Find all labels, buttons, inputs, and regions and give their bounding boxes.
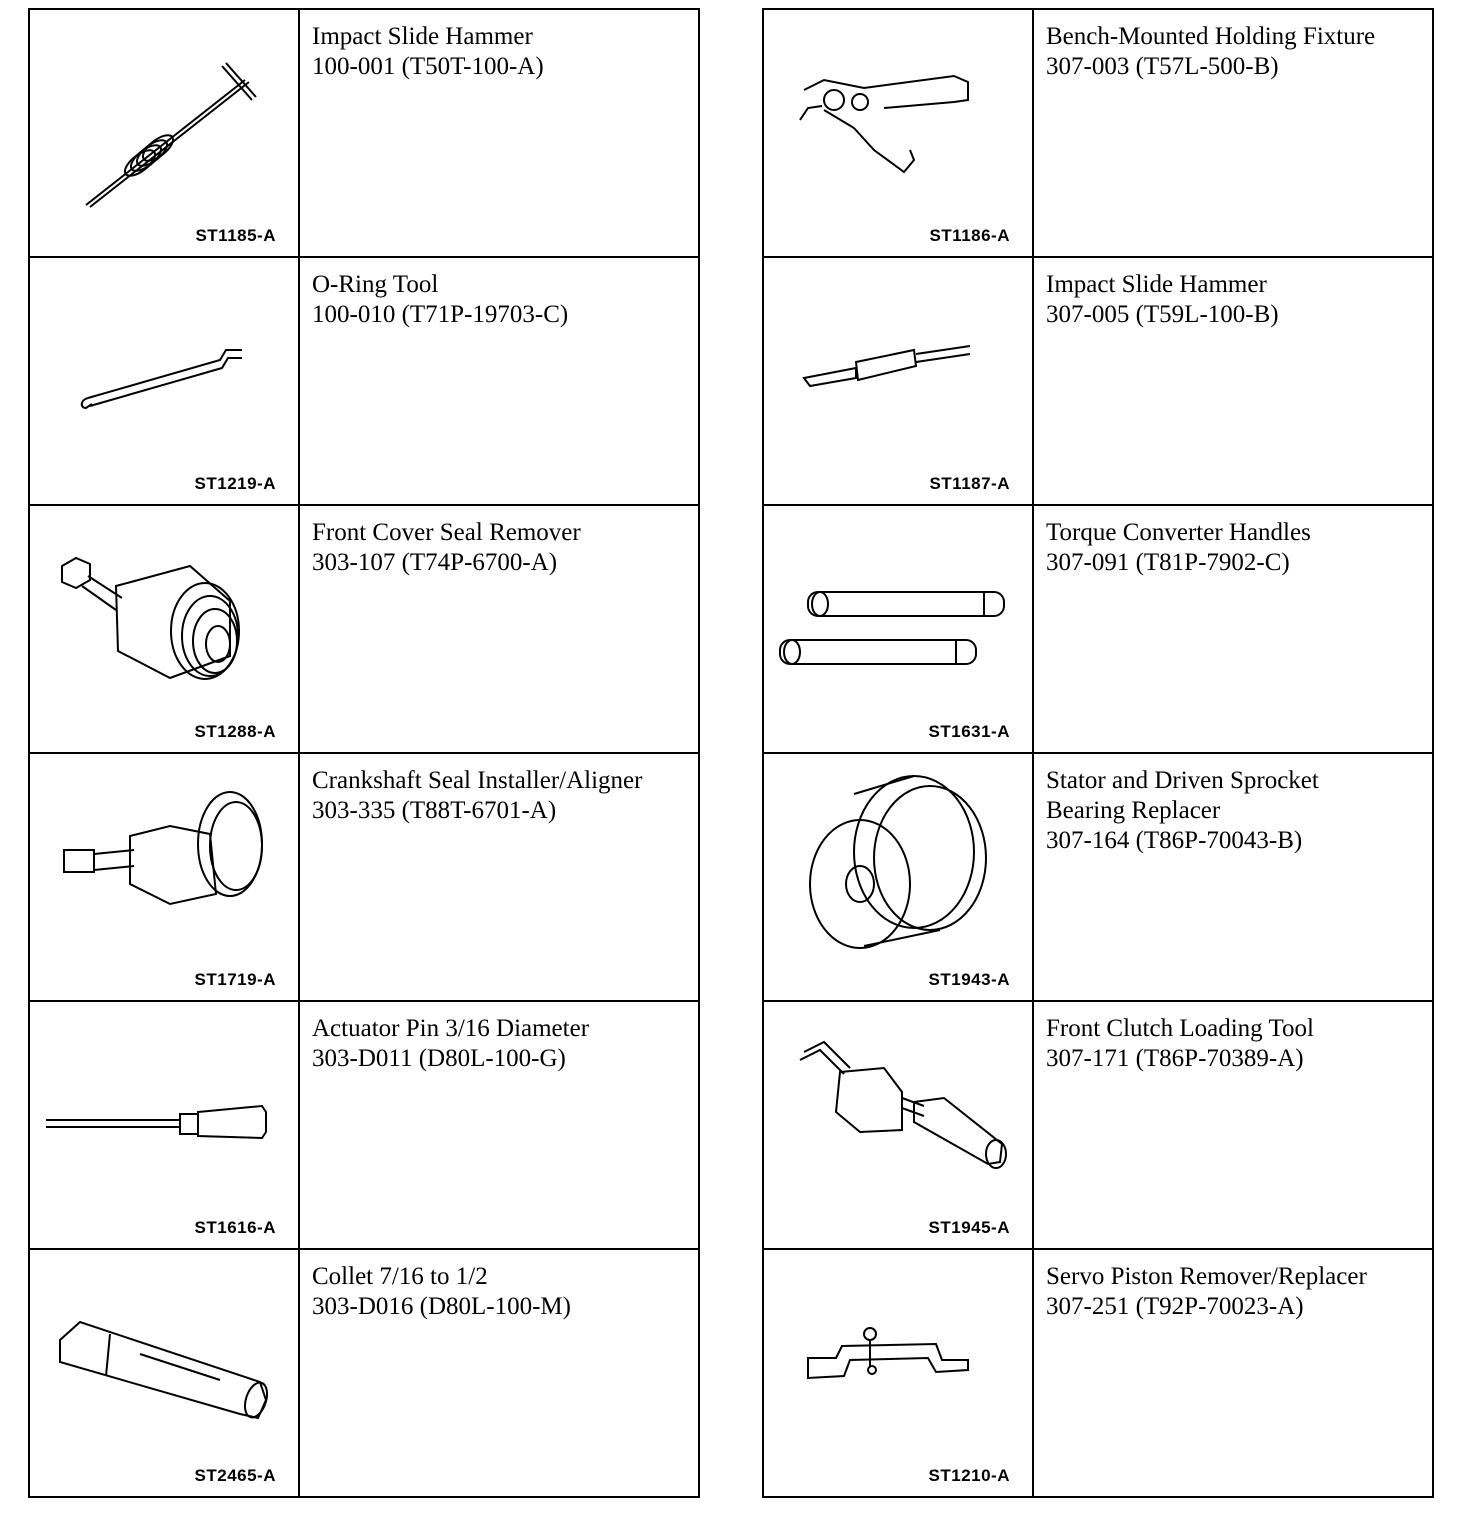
sprocket-bearing-replacer-illustration — [764, 754, 1034, 1002]
tool-number: 307-171 (T86P-70389-A) — [1046, 1045, 1304, 1072]
tool-illustration-cell — [763, 1249, 1033, 1497]
table-row — [29, 753, 699, 1001]
tool-name: Front Clutch Loading Tool — [1046, 1015, 1314, 1042]
table-row — [763, 1249, 1433, 1497]
front-cover-seal-remover-illustration — [30, 506, 300, 754]
slide-hammer-illustration — [30, 10, 300, 258]
tool-name: Torque Converter Handles — [1046, 519, 1311, 546]
table-row — [29, 1249, 699, 1497]
figure-id: ST1186-A — [929, 226, 1010, 245]
o-ring-tool-illustration — [30, 258, 300, 506]
figure-id: ST1288-A — [194, 722, 276, 741]
figure-id: ST1210-A — [928, 1466, 1010, 1485]
tool-illustration-cell — [29, 753, 299, 1001]
tool-illustration-cell — [763, 753, 1033, 1001]
tool-description-cell — [299, 257, 699, 505]
tool-number: 100-001 (T50T-100-A) — [312, 53, 544, 80]
torque-converter-handles-illustration — [764, 506, 1034, 754]
tool-illustration-cell — [29, 257, 299, 505]
table-row — [763, 505, 1433, 753]
tool-illustration-cell — [763, 1001, 1033, 1249]
figure-id: ST1187-A — [929, 474, 1010, 493]
holding-fixture-illustration — [764, 10, 1034, 258]
tool-description-cell — [299, 9, 699, 257]
tools-table-right — [762, 8, 1434, 1498]
figure-id: ST1945-A — [928, 1218, 1010, 1237]
tool-name: Servo Piston Remover/Replacer — [1046, 1263, 1367, 1290]
tool-name: Front Cover Seal Remover — [312, 519, 581, 546]
tool-number: 100-010 (T71P-19703-C) — [312, 301, 569, 328]
tool-name: Impact Slide Hammer — [1046, 271, 1267, 298]
table-row — [29, 1001, 699, 1249]
figure-id: ST1616-A — [194, 1218, 276, 1237]
tool-number: 303-D011 (D80L-100-G) — [312, 1045, 566, 1072]
tool-description-cell — [1033, 9, 1433, 257]
figure-id: ST1631-A — [928, 722, 1010, 741]
tool-name: Crankshaft Seal Installer/Aligner — [312, 767, 643, 794]
tool-illustration-cell — [29, 1249, 299, 1497]
tool-number: 303-107 (T74P-6700-A) — [312, 549, 558, 576]
tool-name: Impact Slide Hammer — [312, 23, 533, 50]
table-row — [763, 753, 1433, 1001]
figure-id: ST1719-A — [194, 970, 276, 989]
tool-number: 307-003 (T57L-500-B) — [1046, 53, 1279, 80]
table-row — [29, 257, 699, 505]
front-clutch-loading-tool-illustration — [764, 1002, 1034, 1250]
tool-illustration-cell — [763, 257, 1033, 505]
tool-name: Collet 7/16 to 1/2 — [312, 1263, 488, 1290]
tool-description-cell — [1033, 753, 1433, 1001]
tool-description-cell — [1033, 1249, 1433, 1497]
table-row — [29, 505, 699, 753]
tool-description-cell — [1033, 1001, 1433, 1249]
crankshaft-seal-installer-illustration — [30, 754, 300, 1002]
tool-description-cell — [299, 1001, 699, 1249]
table-row — [29, 9, 699, 257]
tool-number: 307-164 (T86P-70043-B) — [1046, 827, 1303, 854]
tool-name-line2: Bearing Replacer — [1046, 797, 1221, 824]
actuator-pin-illustration — [30, 1002, 300, 1250]
tool-name: Stator and Driven Sprocket — [1046, 767, 1319, 794]
figure-id: ST1943-A — [928, 970, 1010, 989]
tool-description-cell — [299, 1249, 699, 1497]
tool-illustration-cell — [29, 9, 299, 257]
table-row — [763, 1001, 1433, 1249]
slide-hammer-illustration — [764, 258, 1034, 506]
tool-number: 307-091 (T81P-7902-C) — [1046, 549, 1290, 576]
tool-description-cell — [1033, 505, 1433, 753]
tool-illustration-cell — [29, 1001, 299, 1249]
figure-id: ST1219-A — [194, 474, 276, 493]
tool-number: 307-251 (T92P-70023-A) — [1046, 1293, 1304, 1320]
tool-number: 303-D016 (D80L-100-M) — [312, 1293, 571, 1320]
tool-description-cell — [299, 505, 699, 753]
tool-description-cell — [299, 753, 699, 1001]
tool-name: Bench-Mounted Holding Fixture — [1046, 23, 1376, 50]
servo-piston-remover-illustration — [764, 1250, 1034, 1498]
tool-name: O-Ring Tool — [312, 271, 439, 298]
tool-illustration-cell — [763, 9, 1033, 257]
figure-id: ST2465-A — [194, 1466, 276, 1485]
tools-table-left — [28, 8, 700, 1498]
tool-description-cell — [1033, 257, 1433, 505]
table-row — [763, 9, 1433, 257]
table-row — [763, 257, 1433, 505]
tool-number: 303-335 (T88T-6701-A) — [312, 797, 557, 824]
tool-name: Actuator Pin 3/16 Diameter — [312, 1015, 590, 1042]
collet-illustration — [30, 1250, 300, 1498]
tool-illustration-cell — [29, 505, 299, 753]
figure-id: ST1185-A — [195, 226, 276, 245]
tool-number: 307-005 (T59L-100-B) — [1046, 301, 1279, 328]
tool-illustration-cell — [763, 505, 1033, 753]
